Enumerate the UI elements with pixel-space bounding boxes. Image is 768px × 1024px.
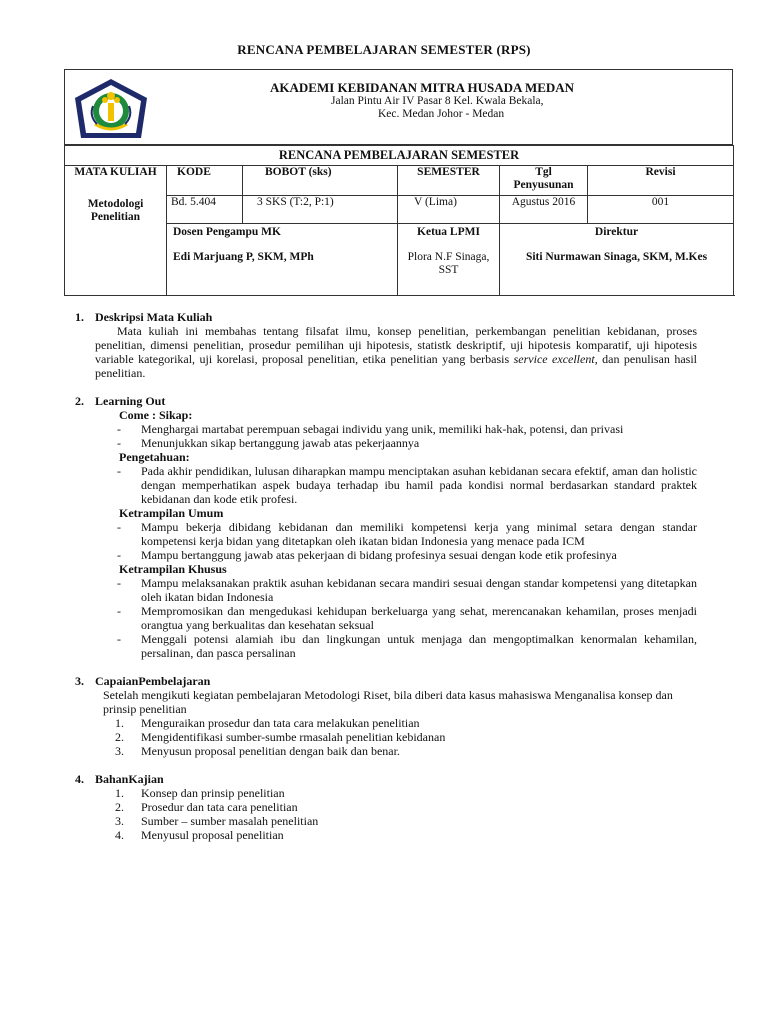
section-3-heading: CapaianPembelajaran	[95, 674, 211, 688]
value-semester: V (Lima)	[398, 196, 500, 224]
description-italic: service excellent	[513, 352, 595, 366]
list-item: 2. Mengidentifikasi sumber-sumbe rmasalah penelitian kebidanan	[115, 730, 446, 744]
description-text: Mata kuliah ini membahas tentang filsafat ilmu, konsep penelitian, perkembangan penelitian kebidanan, proses penelitian, dimensi penelitian, prosedur pemilihan uji hipotesis, statistk deskriptif, uji hipotesis komparatif, uji hipotesis variable kategorikal, uji korelasi, proposal penelitian, etika penelitian yang berbasis	[95, 324, 697, 366]
list-item: 3. Sumber – sumber masalah penelitian	[115, 814, 319, 828]
list-item: 3. Menyusun proposal penelitian dengan baik dan benar.	[115, 744, 400, 758]
section-2-title	[75, 394, 697, 408]
value-bobot: 3 SKS (T:2, P:1)	[243, 196, 398, 224]
ketua-label: Ketua LPMI	[417, 226, 480, 238]
header-tgl: Tgl Penyusunan	[500, 166, 588, 196]
institution-header	[64, 69, 733, 145]
institution-address-line2: Kec. Medan Johor - Medan	[378, 108, 505, 120]
subheading-ketrampilan-khusus: Ketrampilan Khusus	[119, 562, 227, 576]
list-item: - Mempromosikan dan mengedukasi kehidupan berkeluarga yang sehat, merencanakan kehamilan, proses menjadi orangtua yang berkualitas dan kesehatan seksual	[117, 604, 697, 632]
institution-address-line1: Jalan Pintu Air IV Pasar 8 Kel. Kwala Bekala,	[331, 95, 544, 107]
direktur-name: Siti Nurmawan Sinaga, SKM, M.Kes	[525, 251, 708, 263]
section-3-intro: Setelah mengikuti kegiatan pembelajaran Metodologi Riset, bila diberi data kasus mahasiswa Menganalisa konsep dan prinsip penelitian	[103, 688, 673, 716]
dosen-label: Dosen Pengampu MK	[173, 226, 281, 238]
list-item: - Mampu melaksanakan praktik asuhan kebidanan secara mandiri sesuai dengan standar kompetensi yang ditetapkan oleh ikatan bidan Indonesia	[117, 576, 697, 604]
section-3-number: 3.	[75, 674, 84, 688]
list-item: - Menunjukkan sikap bertanggung jawab atas pekerjaannya	[117, 436, 420, 450]
list-item: 1. Menguraikan prosedur dan tata cara melakukan penelitian	[115, 716, 420, 730]
list-item: - Menggali potensi alamiah ibu dan lingkungan untuk menjaga dan mengoptimalkan kenormalan kehamilan, persalinan, dan pasca persalinan	[117, 632, 697, 660]
subheading-sikap: Come : Sikap:	[119, 408, 193, 422]
ketua-name: Plora N.F Sinaga, SST	[407, 251, 490, 276]
description-text-end: , dan penulisan hasil penelitian.	[95, 352, 697, 380]
dosen-cell	[167, 224, 398, 296]
direktur-label: Direktur	[594, 226, 639, 238]
course-info-table	[64, 145, 734, 296]
list-item: 4. Menyusul proposal penelitian	[115, 828, 284, 842]
section-1-heading: Deskripsi Mata Kuliah	[95, 310, 213, 324]
section-4-title	[75, 772, 697, 786]
course-name: Metodologi Penelitian	[87, 197, 144, 223]
header-kode: KODE	[167, 166, 243, 196]
header-semester: SEMESTER	[398, 166, 500, 196]
list-item: - Pada akhir pendidikan, lulusan diharapkan mampu menciptakan asuhan kebidanan secara efektif, aman dan holistic dengan memperhatikan aspek budaya terhadap ibu hamil pada kondisi normal berdasarkan standard praktek kebidanan dan kode etik profesi.	[117, 464, 697, 506]
section-1-title	[75, 310, 697, 324]
section-4-number: 4.	[75, 772, 84, 786]
subheading-ketrampilan-umum: Ketrampilan Umum	[119, 506, 224, 520]
institution-name: AKADEMI KEBIDANAN MITRA HUSADA MEDAN	[270, 80, 575, 95]
header-revisi: Revisi	[588, 166, 734, 196]
document-body	[75, 310, 697, 842]
section-2-heading: Learning Out	[95, 394, 166, 408]
document-title: RENCANA PEMBELAJARAN SEMESTER (RPS)	[237, 42, 531, 57]
section-4-heading: BahanKajian	[95, 772, 164, 786]
section-2-number: 2.	[75, 394, 84, 408]
header-mata-kuliah: MATA KULIAH	[65, 166, 167, 196]
table-title: RENCANA PEMBELAJARAN SEMESTER	[65, 146, 734, 166]
list-item: - Mampu bertanggung jawab atas pekerjaan di bidang profesinya sesuai dengan kode etik profesinya	[117, 548, 617, 562]
list-item: 1. Konsep dan prinsip penelitian	[115, 786, 285, 800]
section-3-title	[75, 674, 697, 688]
value-kode: Bd. 5.404	[167, 196, 243, 224]
dosen-name: Edi Marjuang P, SKM, MPh	[173, 251, 314, 263]
header-bobot: BOBOT (sks)	[243, 166, 398, 196]
direktur-cell	[500, 224, 734, 296]
list-item: 2. Prosedur dan tata cara penelitian	[115, 800, 298, 814]
section-1-number: 1.	[75, 310, 84, 324]
subheading-pengetahuan: Pengetahuan:	[119, 450, 190, 464]
institution-logo-icon	[71, 76, 151, 142]
ketua-cell	[398, 224, 500, 296]
section-1-description	[95, 324, 697, 380]
list-item: - Menghargai martabat perempuan sebagai individu yang unik, memiliki hak-hak, potensi, dan privasi	[117, 422, 624, 436]
value-tgl: Agustus 2016	[500, 196, 588, 224]
list-item: - Mampu bekerja dibidang kebidanan dan memiliki kompetensi kerja yang minimal setara dengan standar kompetensi kerja bidan yang ditetapkan oleh ikatan bidan Indonesia yang menace pada ICM	[117, 520, 697, 548]
value-revisi: 001	[588, 196, 734, 224]
value-mata-kuliah	[65, 196, 167, 296]
